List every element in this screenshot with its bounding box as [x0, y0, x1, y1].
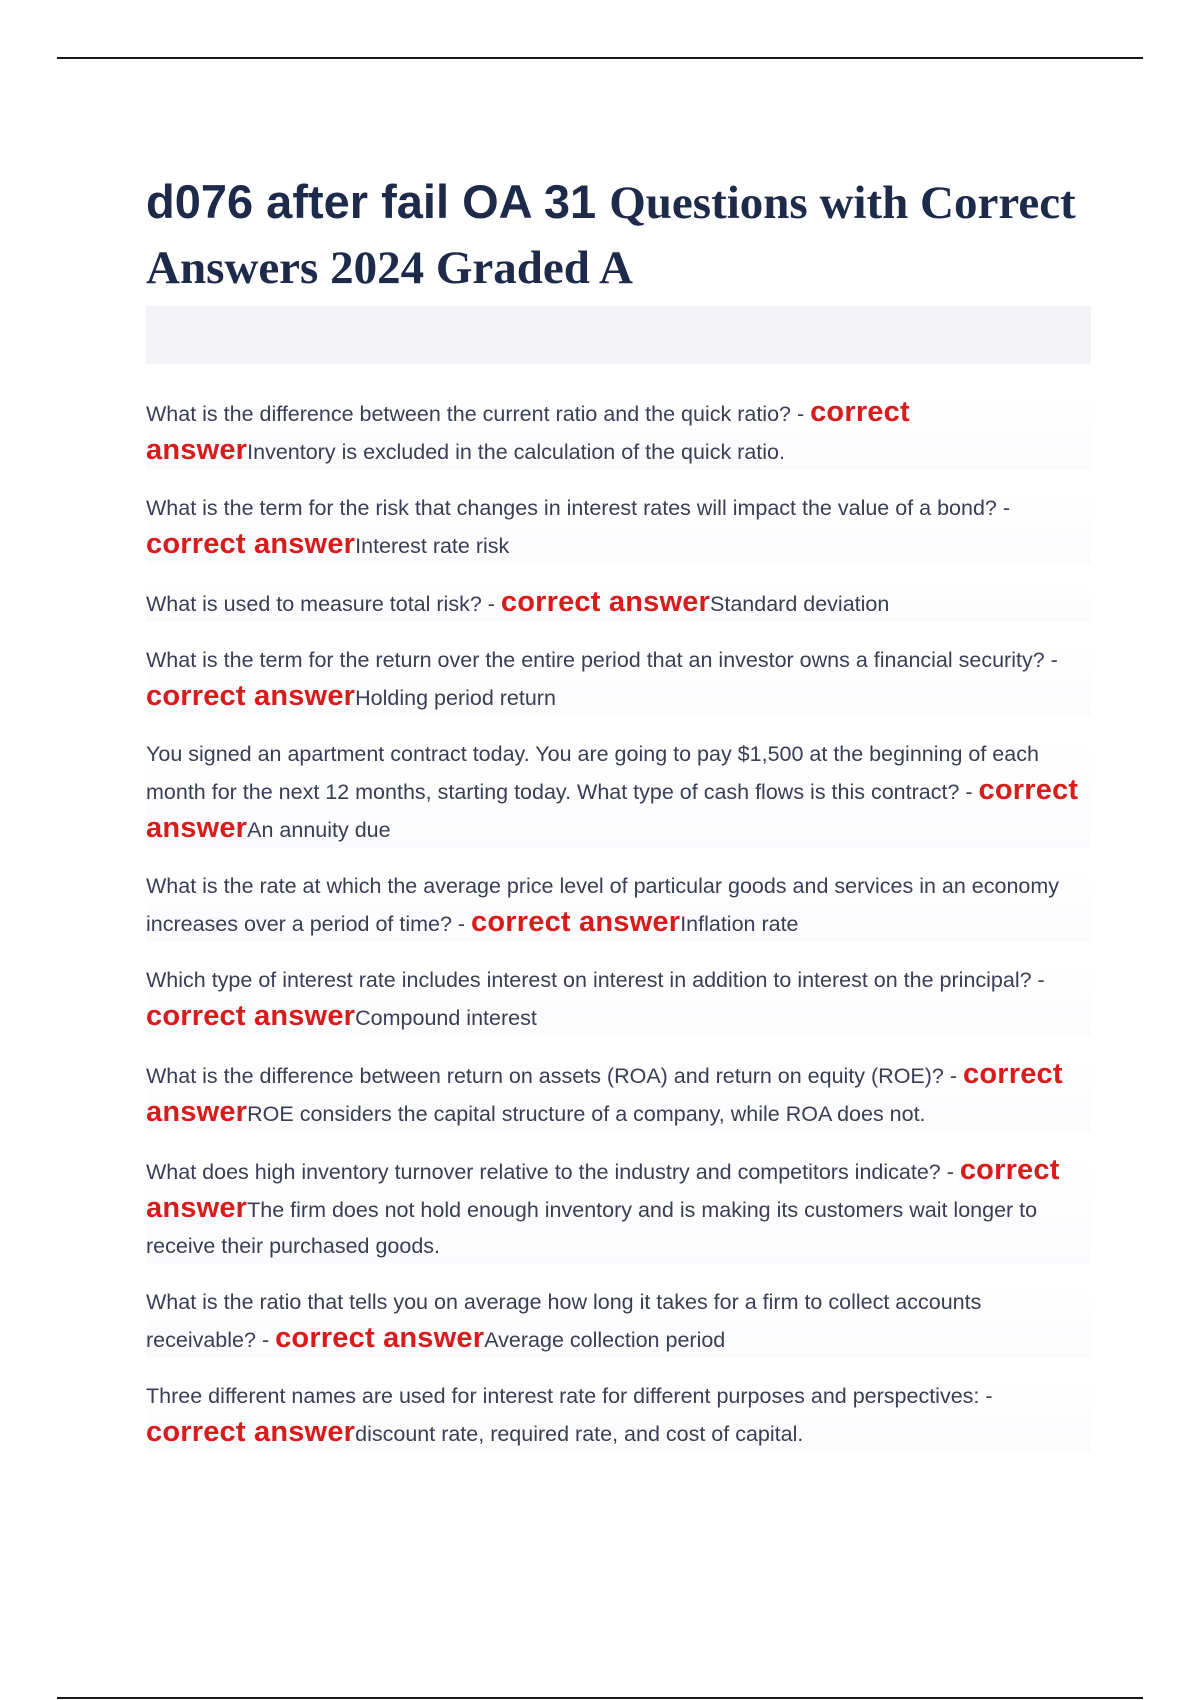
- separator: -: [451, 912, 472, 936]
- separator: -: [996, 496, 1010, 520]
- question-text: What does high inventory turnover relative to the industry and competitors indicate?: [146, 1160, 941, 1184]
- top-divider: [57, 57, 1143, 59]
- correct-answer-label: correct answer: [471, 906, 681, 938]
- qa-item: [146, 1284, 1091, 1358]
- correct-answer-label: correct answer: [146, 1154, 1060, 1224]
- correct-answer-label: correct answer: [146, 774, 1079, 844]
- qa-item: [146, 394, 1091, 470]
- separator: -: [959, 780, 979, 804]
- separator: -: [1044, 648, 1058, 672]
- correct-answer-label: correct answer: [146, 1416, 356, 1448]
- qa-item: [146, 1152, 1091, 1264]
- title-part-2: Questions with Correct Answers 2024 Graded A: [146, 177, 1076, 294]
- answer-text: Inflation rate: [680, 912, 799, 936]
- answer-text: An annuity due: [247, 818, 391, 842]
- bottom-divider: [57, 1697, 1143, 1699]
- separator: -: [979, 1384, 993, 1408]
- qa-item: [146, 584, 1091, 622]
- correct-answer-label: correct answer: [146, 1000, 356, 1032]
- document-body: [146, 170, 1091, 1472]
- qa-item: [146, 1056, 1091, 1132]
- question-text: What is the term for the return over the entire period that an investor owns a financial security?: [146, 648, 1045, 672]
- separator: -: [790, 402, 811, 426]
- separator: -: [943, 1064, 963, 1088]
- question-text: Which type of interest rate includes interest on interest in addition to interest on the principal?: [146, 968, 1032, 992]
- answer-text: Holding period return: [355, 686, 556, 710]
- title-band: [146, 306, 1091, 364]
- answer-text: The firm does not hold enough inventory and is making its customers wait longer to receive their purchased goods.: [146, 1198, 1038, 1258]
- question-text: What is the difference between the current ratio and the quick ratio?: [146, 402, 791, 426]
- correct-answer-label: correct answer: [146, 396, 910, 466]
- answer-text: Inventory is excluded in the calculation of the quick ratio.: [247, 440, 785, 464]
- question-text: What is the rate at which the average price level of particular goods and services in an economy increases over a period of time?: [146, 874, 1060, 936]
- qa-list: [146, 394, 1091, 1452]
- qa-item: [146, 642, 1091, 716]
- answer-text: Standard deviation: [710, 592, 890, 616]
- qa-item: [146, 868, 1091, 942]
- question-text: Three different names are used for interest rate for different purposes and perspectives:: [146, 1384, 980, 1408]
- correct-answer-label: correct answer: [146, 680, 356, 712]
- document-title: [146, 170, 1091, 300]
- answer-text: Average collection period: [484, 1328, 726, 1352]
- qa-item: [146, 1378, 1091, 1452]
- question-text: What is used to measure total risk?: [146, 592, 482, 616]
- question-text: What is the difference between return on assets (ROA) and return on equity (ROE)?: [146, 1064, 944, 1088]
- correct-answer-label: correct answer: [500, 586, 711, 618]
- question-text: You signed an apartment contract today. You are going to pay $1,500 at the beginning of each month for the next 12 months, starting today. What type of cash flows is this contract?: [146, 742, 1039, 804]
- question-text: What is the term for the risk that changes in interest rates will impact the value of a bond?: [146, 496, 997, 520]
- answer-text: ROE considers the capital structure of a company, while ROA does not.: [247, 1102, 926, 1126]
- title-part-1: d076 after fail OA 31: [146, 175, 610, 228]
- answer-text: discount rate, required rate, and cost of capital.: [355, 1422, 804, 1446]
- correct-answer-label: correct answer: [146, 528, 356, 560]
- separator: -: [1031, 968, 1045, 992]
- answer-text: Interest rate risk: [355, 534, 510, 558]
- answer-text: Compound interest: [355, 1006, 537, 1030]
- separator: -: [940, 1160, 960, 1184]
- correct-answer-label: correct answer: [275, 1322, 485, 1354]
- separator: -: [255, 1328, 276, 1352]
- qa-item: [146, 736, 1091, 848]
- separator: -: [481, 592, 501, 616]
- question-text: What is the ratio that tells you on average how long it takes for a firm to collect accounts receivable?: [146, 1290, 982, 1352]
- qa-item: [146, 490, 1091, 564]
- qa-item: [146, 962, 1091, 1036]
- correct-answer-label: correct answer: [146, 1058, 1063, 1128]
